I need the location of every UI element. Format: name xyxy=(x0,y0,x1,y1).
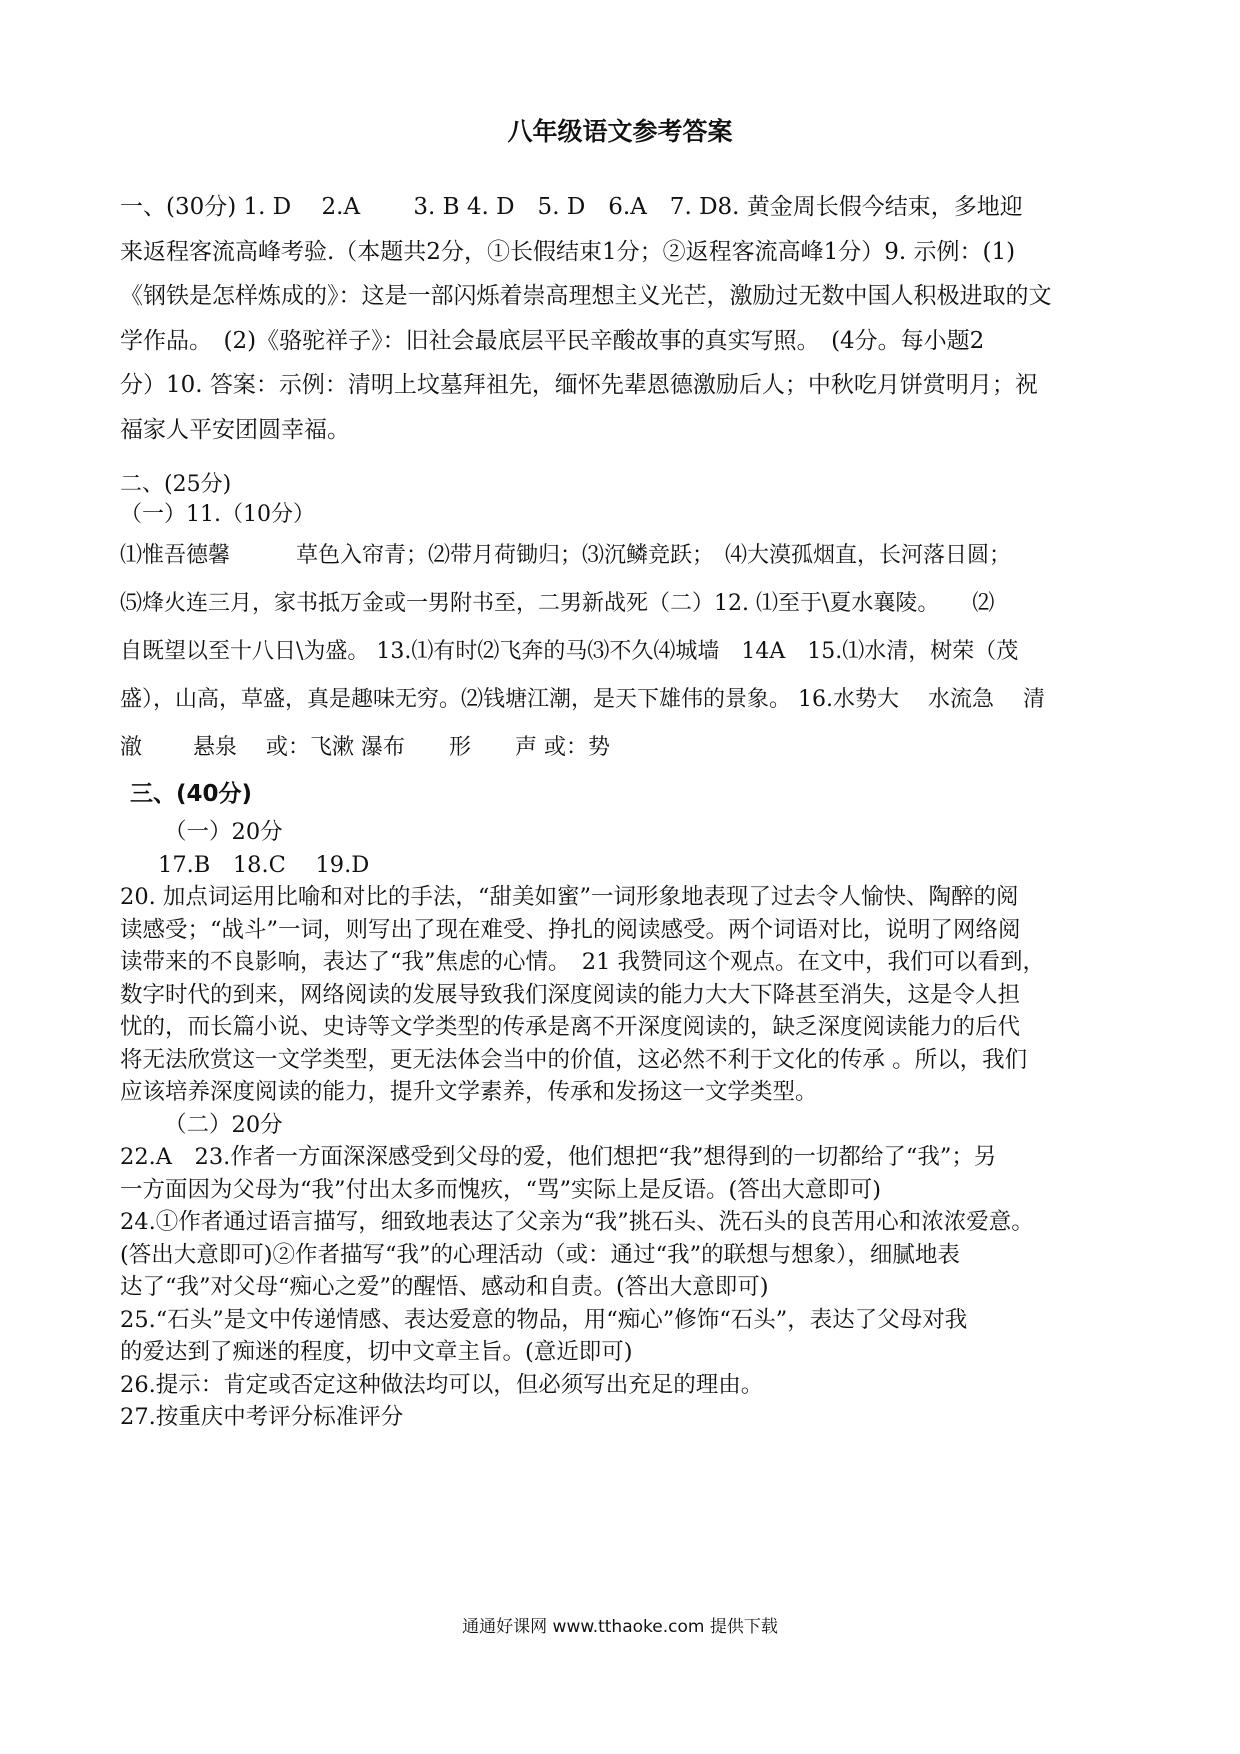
section-3-heading: 三、(40分) xyxy=(130,781,253,807)
section-3-body xyxy=(120,816,1130,1434)
section-2-heading-block xyxy=(120,470,1130,530)
section-3-line2: 一方面因为父母为“我”付出太多而愧疚，“骂”实际上是反语。(答出大意即可) xyxy=(120,1176,882,1203)
section-2-body xyxy=(120,532,1130,772)
section-2-line: 澈 悬泉 或：飞漱 瀑布 形 声 或：势 xyxy=(120,735,610,760)
section-3-line: 20. 加点词运用比喻和对比的手法，“甜美如蜜”一词形象地表现了过去令人愉快、陶醉的阅 xyxy=(120,884,1019,910)
section-3-line: 数字时代的到来，网络阅读的发展导致我们深度阅读的能力大大下降甚至消失，这是令人担 xyxy=(120,981,1021,1008)
section-3-line2: 达了“我”对父母“痴心之爱”的醒悟、感动和自责。(答出大意即可) xyxy=(120,1274,769,1300)
section-3-line: 读感受；“战斗”一词，则写出了现在难受、挣扎的阅读感受。两个词语对比，说明了网络阅 xyxy=(120,916,1021,943)
page-title: 八年级语文参考答案 xyxy=(507,117,733,146)
section-3-line2: 26.提示：肯定或否定这种做法均可以，但必须写出充足的理由。 xyxy=(120,1371,764,1398)
section-1-line: 学作品。 (2)《骆驼祥子》：旧社会最底层平民辛酸故事的真实写照。 (4分。每小题2 xyxy=(120,327,985,354)
section-1-line: 《钢铁是怎样炼成的》：这是一部闪烁着崇高理想主义光芒，激励过无数中国人积极进取的文 xyxy=(120,283,1052,309)
section-3-line: 忧的，而长篇小说、史诗等文学类型的传承是离不开深度阅读的，缺乏深度阅读能力的后代 xyxy=(120,1014,1021,1040)
section-2-line: 自既望以至十八日\为盛。 13.⑴有时⑵飞奔的马⑶不久⑷城墙 14A 15.⑴水清，树荣（茂 xyxy=(120,639,1019,664)
section-3-line: 应该培养深度阅读的能力，提升文学素养，传承和发扬这一文学类型。 xyxy=(120,1079,818,1105)
section-3-sub1: （一）20分 xyxy=(164,819,283,845)
section-2-heading: 二、(25分) xyxy=(120,472,232,497)
section-3-sub2: （二）20分 xyxy=(164,1111,283,1138)
section-1-line: 分）10. 答案：示例：清明上坟墓拜祖先，缅怀先辈恩德激励后人；中秋吃月饼赏明月；祝 xyxy=(120,372,1038,398)
section-2-line: ⑴惟吾德馨 草色入帘青；⑵带月荷锄归；⑶沉鳞竞跃； ⑷大漠孤烟直，长河落日圆； xyxy=(120,543,1012,568)
section-3-line2: 22.A 23.作者一方面深深感受到父母的爱，他们想把“我”想得到的一切都给了“我”；另 xyxy=(120,1144,997,1170)
section-3-line2: 的爱达到了痴迷的程度，切中文章主旨。(意近即可) xyxy=(120,1339,633,1365)
section-3-line2: (答出大意即可)②作者描写“我”的心理活动（或：通过“我”的联想与想象），细腻地表 xyxy=(120,1241,960,1268)
section-1-line: 一、(30分) 1. D 2.A 3. B 4. D 5. D 6.A 7. D8. 黄金周长假今结束，多地迎 xyxy=(120,194,1023,220)
section-3-line2: 27.按重庆中考评分标准评分 xyxy=(120,1404,404,1430)
section-2-line: 盛），山高，草盛，真是趣味无穷。⑵钱塘江潮，是天下雄伟的景象。 16.水势大 水流急 清 xyxy=(120,687,1045,712)
footer-watermark: 通通好课网 www.tthaoke.com 提供下载 xyxy=(462,1617,778,1637)
section-3-line: 将无法欣赏这一文学类型，更无法体会当中的价值，这必然不利于文化的传承 。所以，我们 xyxy=(120,1046,1028,1073)
section-3-answers1: 17.B 18.C 19.D xyxy=(158,851,370,878)
section-1 xyxy=(120,185,1130,452)
section-3-line: 读带来的不良影响，表达了“我”焦虑的心情。 21 我赞同这个观点。在文中，我们可以看到， xyxy=(120,949,1046,975)
section-3-line2: 25.“石头”是文中传递情感、表达爱意的物品，用“痴心”修饰“石头”，表达了父母对我 xyxy=(120,1306,968,1333)
section-2-subheading: （一）11.（10分） xyxy=(120,502,315,527)
section-1-line: 福家人平安团圆幸福。 xyxy=(120,416,350,443)
section-1-line: 来返程客流高峰考验.（本题共2分，①长假结束1分；②返程客流高峰1分）9. 示例：(1) xyxy=(120,238,1016,265)
section-2-line: ⑸烽火连三月，家书抵万金或一男附书至，二男新战死（二）12. ⑴至于\夏水襄陵。 ⑵ xyxy=(120,591,995,616)
section-3-line2: 24.①作者通过语言描写，细致地表达了父亲为“我”挑石头、洗石头的良苦用心和浓浓爱意。 xyxy=(120,1209,1034,1235)
